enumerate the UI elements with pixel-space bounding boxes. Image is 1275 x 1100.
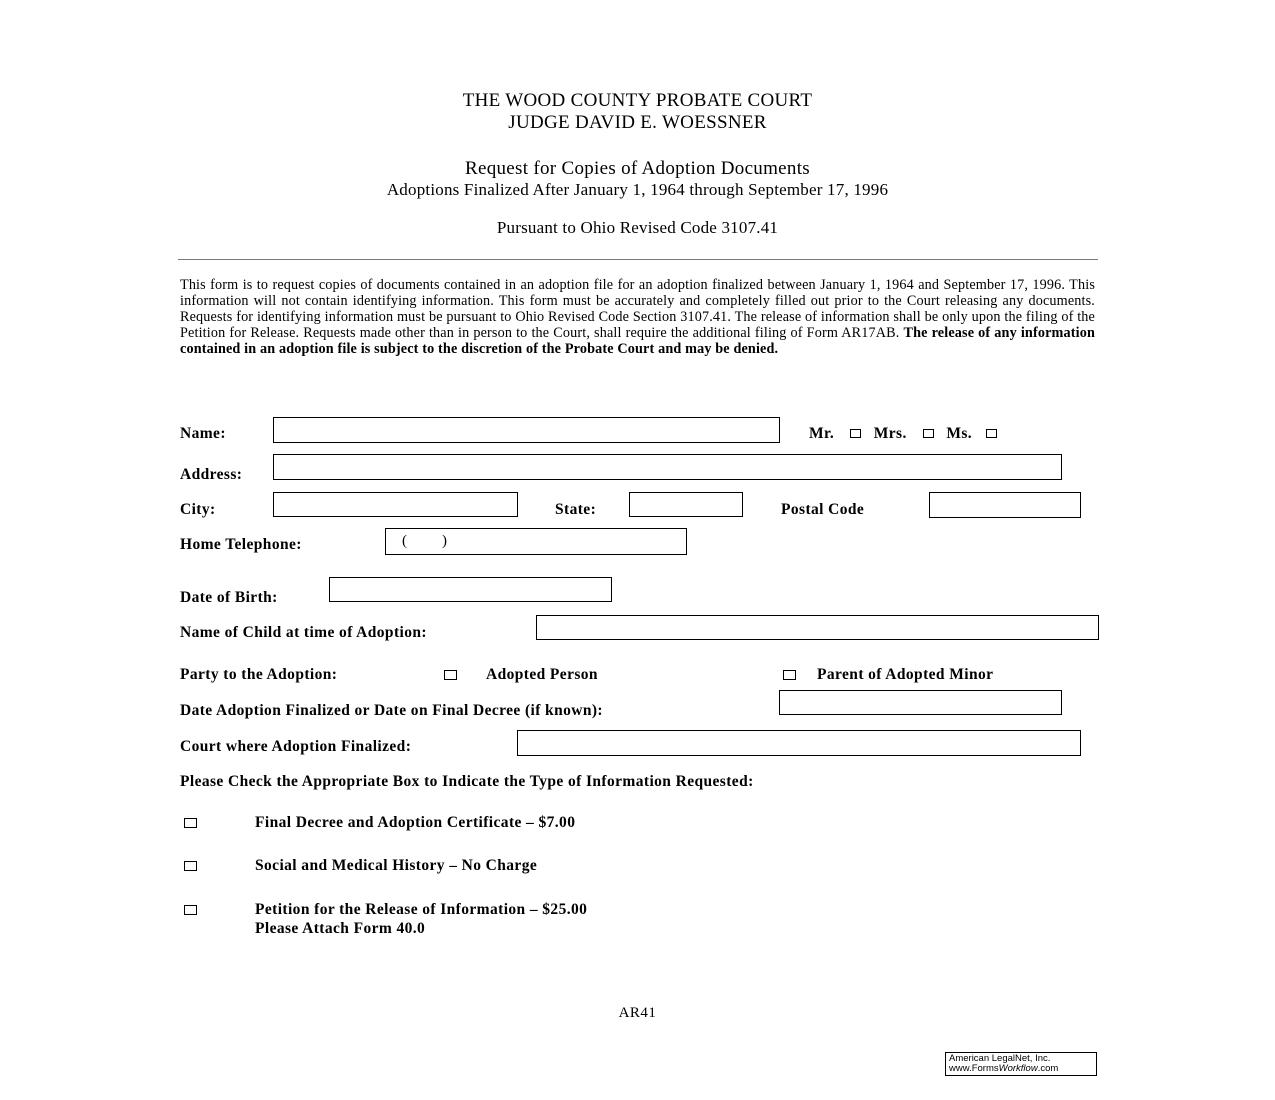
party-label: Party to the Adoption: <box>180 666 338 683</box>
publisher-name: American LegalNet, Inc. <box>949 1053 1051 1064</box>
title-mrs-label: Mrs. <box>873 425 907 442</box>
judge-name: JUDGE DAVID E. WOESSNER <box>508 112 767 133</box>
final-decree-label: Final Decree and Adoption Certificate – $7.00 <box>255 814 576 831</box>
title-ms-label: Ms. <box>946 425 973 442</box>
petition-release-label: Petition for the Release of Information – $25.00 <box>255 901 588 918</box>
date-finalized-input[interactable] <box>779 690 1062 715</box>
phone-close-paren: ) <box>442 533 448 549</box>
final-decree-checkbox[interactable] <box>184 818 197 828</box>
parent-of-minor-checkbox[interactable] <box>783 670 796 680</box>
form-code: AR41 <box>618 1005 657 1021</box>
address-input[interactable] <box>273 454 1062 480</box>
adopted-person-label: Adopted Person <box>486 666 598 683</box>
date-range: Adoptions Finalized After January 1, 1964 through September 17, 1996 <box>386 180 889 199</box>
court-name: THE WOOD COUNTY PROBATE COURT <box>462 90 813 111</box>
form-title: Request for Copies of Adoption Documents <box>465 158 810 179</box>
adopted-person-checkbox[interactable] <box>444 670 457 680</box>
date-finalized-label: Date Adoption Finalized or Date on Final Decree (if known): <box>180 702 603 719</box>
phone-open-paren: ( <box>402 533 408 549</box>
intro-bold-text: The release of any information contained in an adoption file is subject to the discretion of the Probate Court and may be denied. <box>180 325 1096 357</box>
court-finalized-label: Court where Adoption Finalized: <box>180 738 412 755</box>
state-label: State: <box>555 501 597 518</box>
publisher-logo <box>945 1052 1097 1076</box>
child-name-label: Name of Child at time of Adoption: <box>180 624 427 641</box>
postal-code-input[interactable] <box>929 492 1081 518</box>
address-label: Address: <box>180 466 243 483</box>
title-mr-checkbox[interactable] <box>850 429 861 438</box>
dob-input[interactable] <box>329 577 612 602</box>
statute-reference: Pursuant to Ohio Revised Code 3107.41 <box>496 218 779 237</box>
medical-history-checkbox[interactable] <box>184 861 197 871</box>
petition-attach-note: Please Attach Form 40.0 <box>255 920 426 937</box>
intro-paragraph <box>180 277 1095 357</box>
title-mr-label: Mr. <box>809 425 835 442</box>
title-options <box>809 425 997 443</box>
state-input[interactable] <box>629 492 743 517</box>
request-instruction: Please Check the Appropriate Box to Indicate the Type of Information Requested: <box>180 773 754 790</box>
parent-of-minor-label: Parent of Adopted Minor <box>817 666 994 683</box>
city-input[interactable] <box>273 492 518 517</box>
publisher-url: www.FormsWorkflow.com <box>949 1063 1059 1074</box>
city-label: City: <box>180 501 216 518</box>
petition-release-checkbox[interactable] <box>184 905 197 915</box>
title-ms-checkbox[interactable] <box>986 429 997 438</box>
dob-label: Date of Birth: <box>180 589 278 606</box>
header-divider <box>178 259 1098 260</box>
title-mrs-checkbox[interactable] <box>923 429 934 438</box>
phone-label: Home Telephone: <box>180 536 302 553</box>
medical-history-label: Social and Medical History – No Charge <box>255 857 538 874</box>
child-name-input[interactable] <box>536 615 1099 640</box>
postal-code-label: Postal Code <box>781 501 865 518</box>
intro-text: This form is to request copies of documents contained in an adoption file for an adoption finalized between January 1, 1964 and September 17, 1996. This information will not contain identifying information. This form must be accurately and completely filled out prior to the Court releasing any documents. Requests for identifying information must be pursuant to Ohio Revised Code Section 3107.41. The release of information shall be only upon the filing of the Petition for Release. Requests made other than in person to the Court, shall require the additional filing of Form AR17AB. <box>180 277 1095 341</box>
phone-input[interactable] <box>385 528 687 555</box>
name-label: Name: <box>180 425 226 442</box>
name-input[interactable] <box>273 417 780 443</box>
court-finalized-input[interactable] <box>517 730 1081 756</box>
